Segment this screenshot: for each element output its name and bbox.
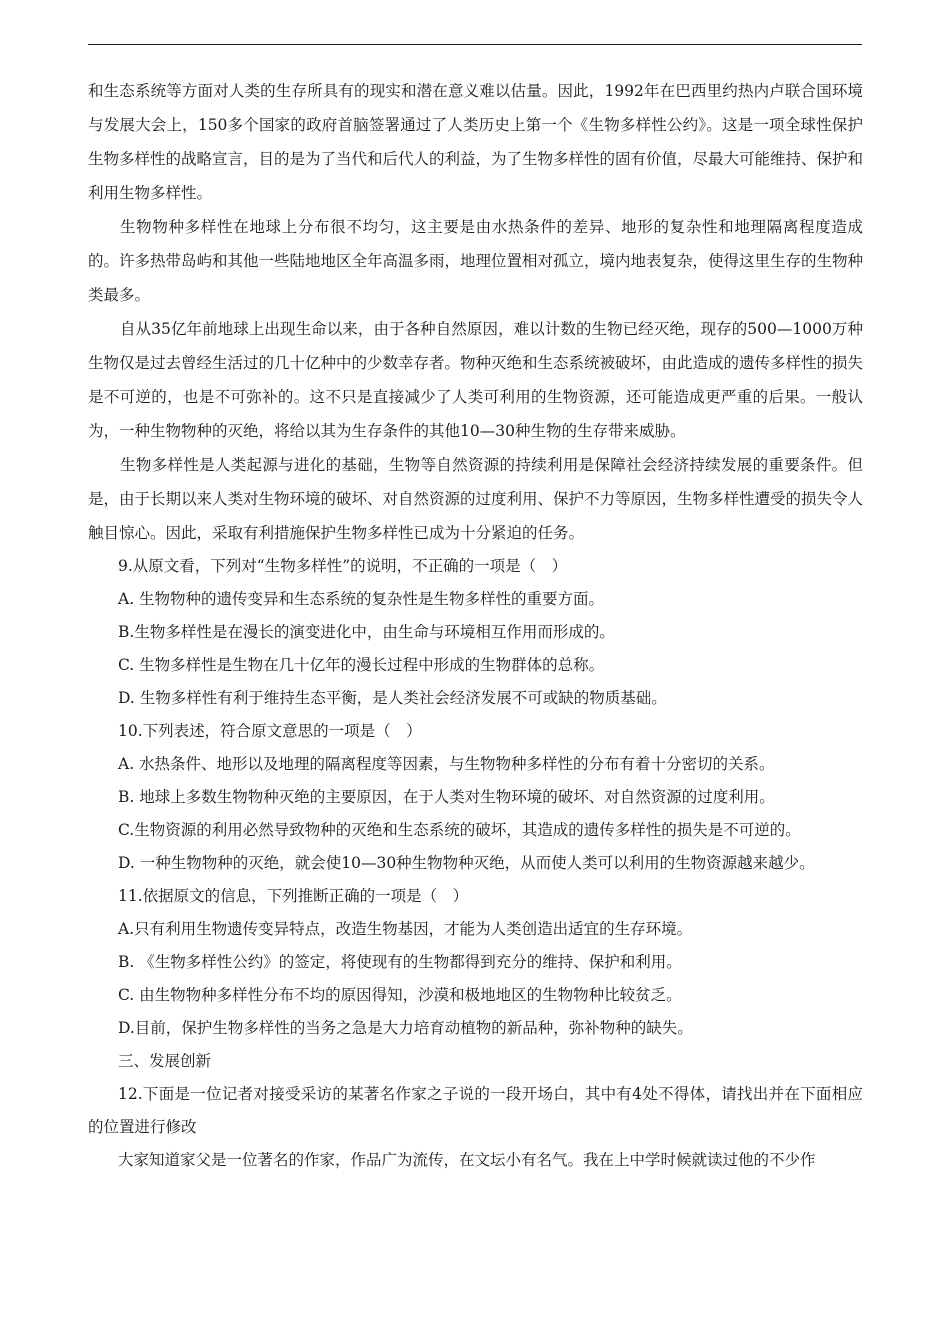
- question-11-option-b: B. 《生物多样性公约》的签定，将使现有的生物都得到充分的维持、保护和利用。: [118, 953, 682, 971]
- question-11-option-c: C. 由生物物种多样性分布不均的原因得知，沙漠和极地地区的生物物种比较贫乏。: [118, 986, 682, 1004]
- question-10-option-c: C.生物资源的利用必然导致物种的灭绝和生态系统的破坏，其造成的遗传多样性的损失是不可逆的。: [118, 821, 801, 839]
- question-10-option-a: A. 水热条件、地形以及地理的隔离程度等因素，与生物物种多样性的分布有着十分密切的关系。: [118, 755, 775, 773]
- question-10-option-d: D. 一种生物物种的灭绝，就会使10—30种生物物种灭绝，从而使人类可以利用的生物资源越来越少。: [118, 854, 815, 872]
- question-9-stem: 9.从原文看，下列对“生物多样性”的说明，不正确的一项是（ ）: [118, 557, 568, 575]
- question-11-option-a: A.只有利用生物遗传变异特点，改造生物基因，才能为人类创造出适宜的生存环境。: [118, 920, 693, 938]
- question-11-option-d: D.目前，保护生物多样性的当务之急是大力培育动植物的新品种，弥补物种的缺失。: [118, 1019, 693, 1037]
- question-9-option-a: A. 生物物种的遗传变异和生态系统的复杂性是生物多样性的重要方面。: [118, 590, 605, 608]
- question-10-stem: 10.下列表述，符合原文意思的一项是（ ）: [118, 722, 422, 740]
- paragraph: 生物多样性是人类起源与进化的基础，生物等自然资源的持续利用是保障社会经济持续发展的重要条件。但是，由于长期以来人类对生物环境的破坏、对自然资源的过度利用、保护不力等原因，生物多样性遭受的损失令人触目惊心。因此，采取有利措施保护生物多样性已成为十分紧迫的任务。: [88, 456, 864, 542]
- question-9-option-b: B.生物多样性是在漫长的演变进化中，由生命与环境相互作用而形成的。: [118, 623, 615, 641]
- question-12-stem: 12.下面是一位记者对接受采访的某著名作家之子说的一段开场白，其中有4处不得体，请找出并在下面相应的位置进行修改: [88, 1085, 863, 1136]
- question-9-option-d: D. 生物多样性有利于维持生态平衡，是人类社会经济发展不可或缺的物质基础。: [118, 689, 667, 707]
- question-12-passage: 大家知道家父是一位著名的作家，作品广为流传，在文坛小有名气。我在上中学时候就读过他的不少作: [118, 1151, 816, 1169]
- question-9-option-c: C. 生物多样性是生物在几十亿年的漫长过程中形成的生物群体的总称。: [118, 656, 605, 674]
- document-body: [88, 74, 863, 1177]
- header-rule: [88, 44, 862, 45]
- section-heading: 三、发展创新: [118, 1052, 212, 1070]
- paragraph-continued: 和生态系统等方面对人类的生存所具有的现实和潜在意义难以估量。因此，1992年在巴西里约热内卢联合国环境与发展大会上，150多个国家的政府首脑签署通过了人类历史上第一个《生物多样性公约》。这是一项全球性保护生物多样性的战略宣言，目的是为了当代和后代人的利益，为了生物多样性的固有价值，尽最大可能维持、保护和利用生物多样性。: [88, 82, 864, 202]
- question-11-stem: 11.依据原文的信息，下列推断正确的一项是（ ）: [118, 887, 469, 905]
- paragraph: 生物物种多样性在地球上分布很不均匀，这主要是由水热条件的差异、地形的复杂性和地理隔离程度造成的。许多热带岛屿和其他一些陆地地区全年高温多雨，地理位置相对孤立，境内地表复杂，使得这里生存的生物种类最多。: [88, 218, 864, 304]
- question-10-option-b: B. 地球上多数生物物种灭绝的主要原因，在于人类对生物环境的破坏、对自然资源的过度利用。: [118, 788, 775, 806]
- paragraph: 自从35亿年前地球上出现生命以来，由于各种自然原因，难以计数的生物已经灭绝，现存的500—1000万种生物仅是过去曾经生活过的几十亿种中的少数幸存者。物种灭绝和生态系统被破坏，由此造成的遗传多样性的损失是不可逆的，也是不可弥补的。这不只是直接减少了人类可利用的生物资源，还可能造成更严重的后果。一般认为，一种生物物种的灭绝，将给以其为生存条件的其他10—30种生物的生存带来威胁。: [88, 320, 864, 440]
